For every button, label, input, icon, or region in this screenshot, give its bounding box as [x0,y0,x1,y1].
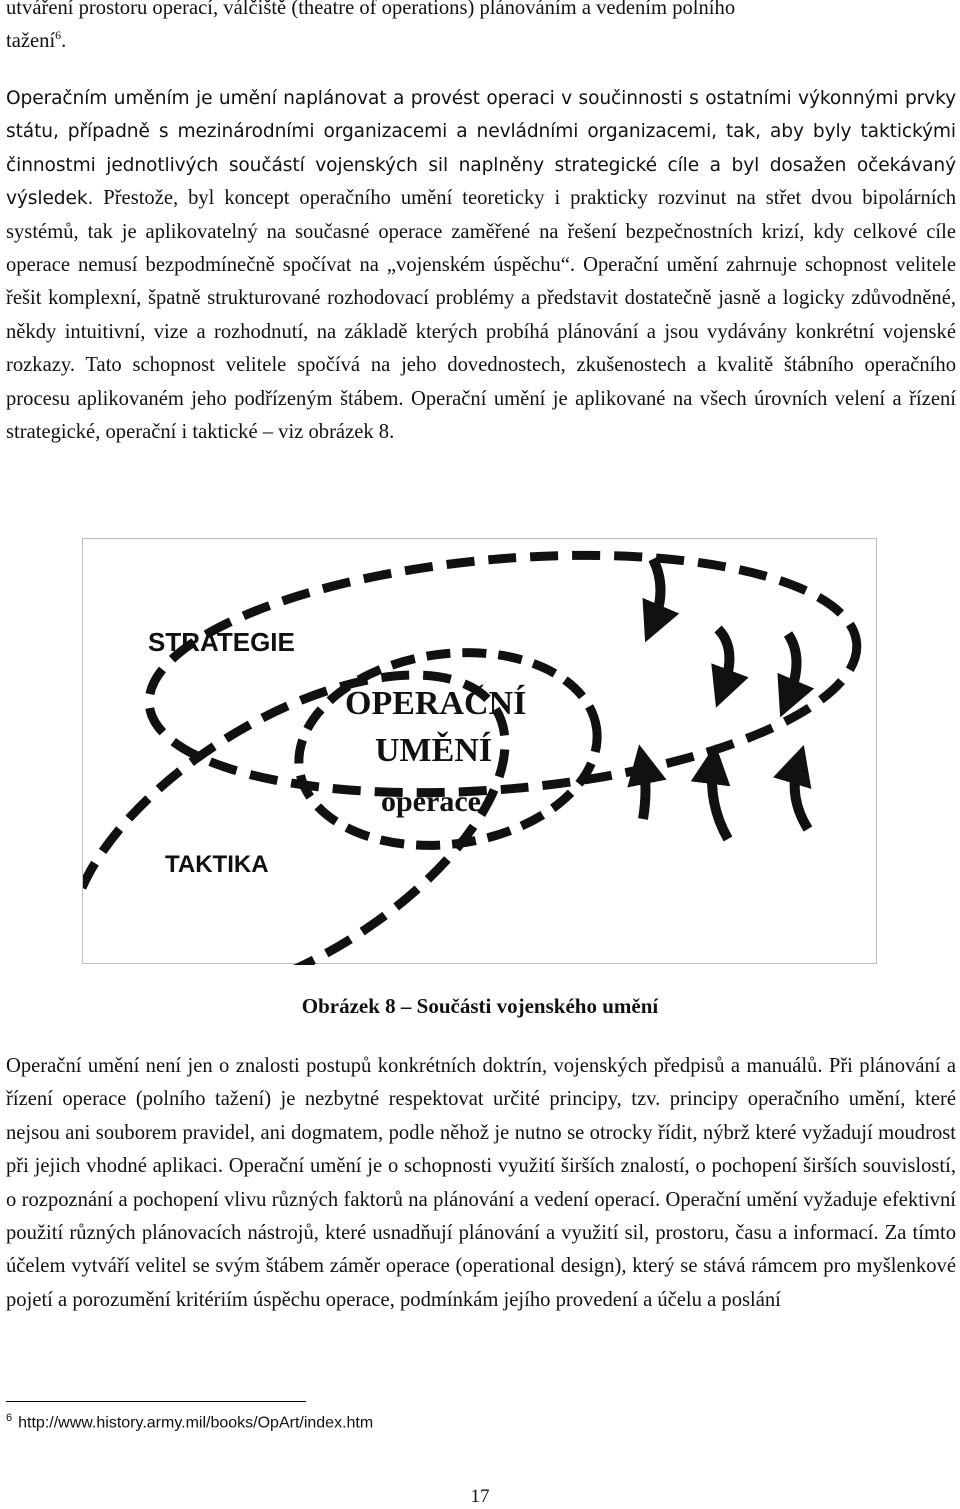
label-operacni: OPERAČNÍ [345,685,527,722]
intro-paragraph [6,0,956,59]
footnote-number: 6 [6,1412,13,1424]
figure-military-art-diagram [82,538,877,964]
label-operace: operace [381,785,481,818]
label-umeni: UMĚNÍ [375,732,493,769]
diagram-svg [83,539,878,965]
paragraph-principles: Operační umění není jen o znalosti postupů konkrétních doktrín, vojenských předpisů a manuálů. Při plánování a řízení operace (polního tažení) je nezbytné respektovat určité principy, tzv. principy operačního umění, které nejsou ani souborem pravidel, ani dogmatem, podle něhož je nutno se otrocky řídit, nýbrž které vyžadují moudrost při jejich vhodné aplikaci. Operační umění je o schopnosti využití širších znalostí, o pochopení širších souvislostí, o rozpoznání a pochopení vlivu různých faktorů na plánování a vedení operací. Operační umění vyžaduje efektivní použití různých plánovacích nástrojů, které usnadňují plánování a využití sil, prostoru, času a informací. Za tímto účelem vytváří velitel se svým štábem záměr operace (operational design), který se stává rámcem pro myšlenkové pojetí a porozumění kritériím úspěchu operace, podmínkám jejího provedení a účelu a poslání [6,1055,956,1311]
figure-caption: Obrázek 8 – Součásti vojenského umění [301,994,659,1018]
intro-line-2-end: . [61,30,67,53]
arrow-up-icon [795,764,808,829]
paragraph-1-segment-2: Přestože, byl koncept operačního umění teoreticky i prakticky rozvinut na střet dvou bipolárních systémů, tak je aplikovatelný na současné operace zaměřené na řešení bezpečnostních krizí, kdy celkové cíle operace nemusí bezpodmínečně spočívat na „vojenském úspěchu“. Operační umění zahrnuje schopnost velitele řešit komplexní, špatně strukturované rozhodovací problémy a představit dostatečně jasně a logicky zdůvodněné, někdy intuitivní, vize a rozhodnutí, na základě kterých probíhá plánování a jsou vydávány konkrétní vojenské rozkazy. Tato schopnost velitele spočívá na jeho dovednostech, zkušenostech a kvalitě štábního operačního procesu aplikovaném jeho podřízeným štábem. Operační umění je aplikované na všech úrovních velení a řízení strategické, operační i taktické – viz obrázek 8. [6,187,956,444]
footnote-link[interactable]: http://www.history.army.mil/books/OpArt/index.htm [18,1414,374,1432]
arrow-down-icon [788,634,797,699]
page-number: 17 [470,1486,490,1507]
footnote-separator [6,1401,306,1402]
arrow-up-icon [712,764,728,839]
arrow-down-icon [718,629,729,689]
intro-line-2: tažení [6,30,56,53]
taktika-ellipse [83,609,558,965]
footnote [6,1412,373,1432]
paragraph-1-segment-1: Operačním uměním je umění naplánovat a provést operaci v součinnosti s ostatními výkonnými prvky státu, případně s mezinárodními organizacemi a nevládními organizacemi, tak, aby byly taktickými činnostmi jednotlivých součástí vojenských sil naplněny strategické cíle a byl dosažen očekávaný výsledek. [6,88,956,210]
arrow-up-icon [643,764,646,819]
intro-line-1: utváření prostoru operací, válčiště (theatre of operations) plánováním a vedením polního [6,0,736,19]
label-taktika: TAKTIKA [165,851,269,878]
label-strategie: STRATEGIE [148,627,295,657]
arrow-down-icon [653,559,661,624]
paragraph-operational-art [6,82,956,449]
footnote-reference[interactable]: 6 [55,28,62,43]
